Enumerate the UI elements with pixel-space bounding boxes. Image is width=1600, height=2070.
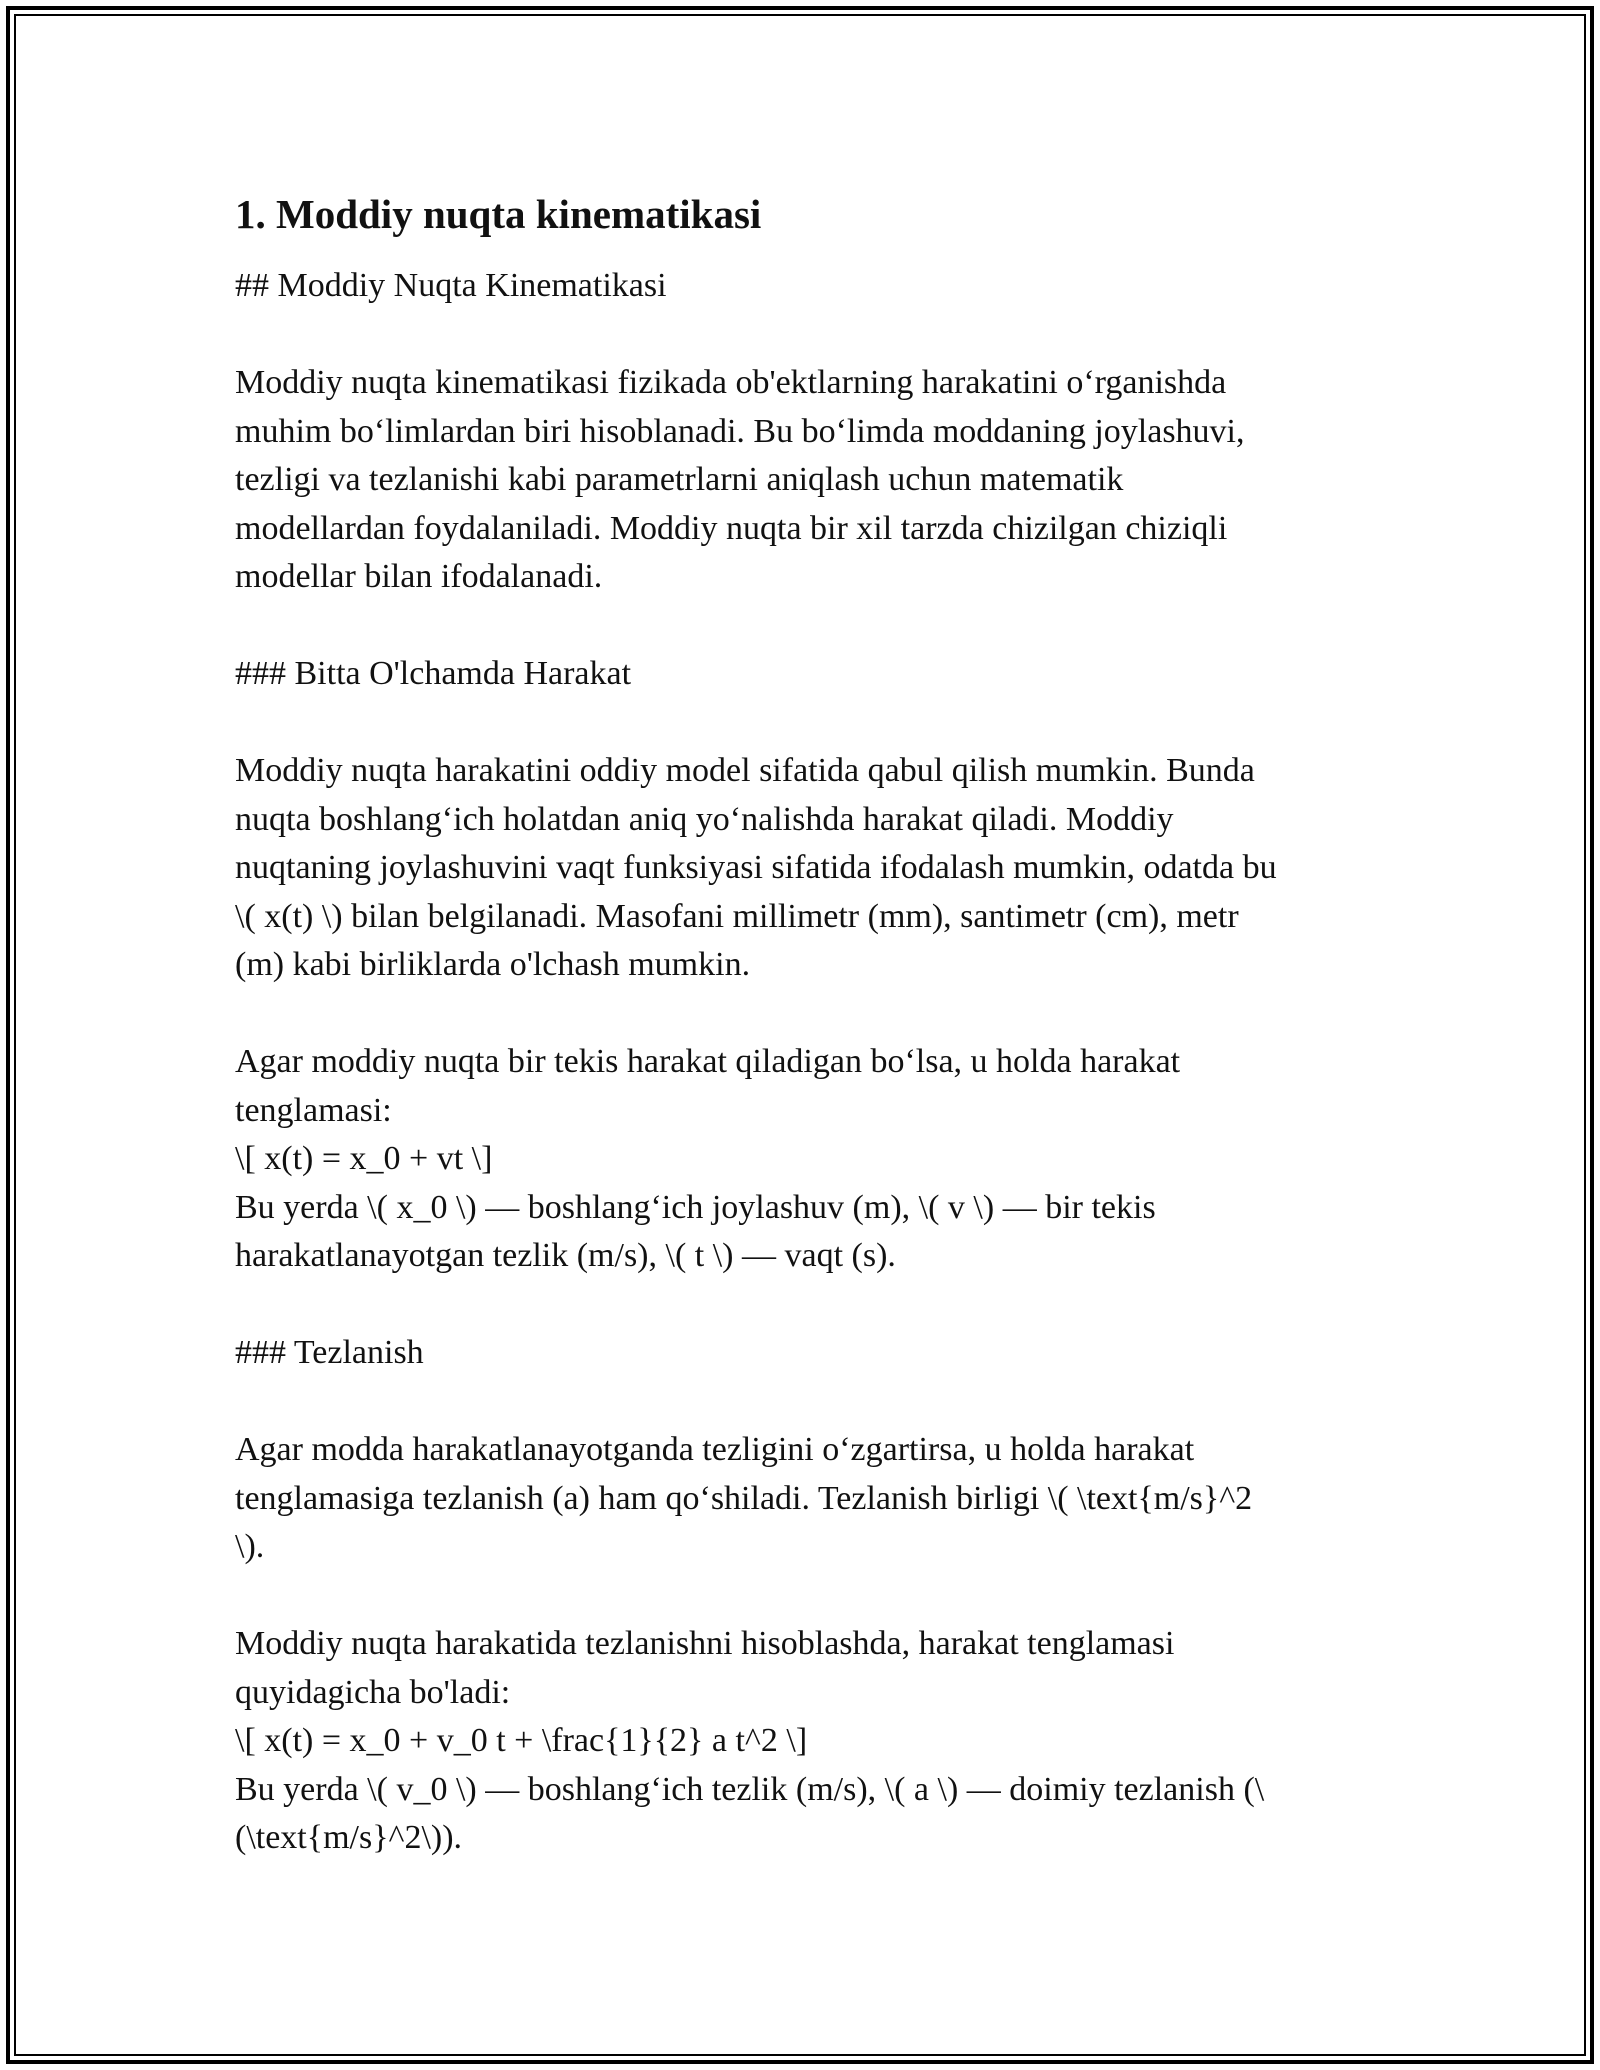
text-line: harakatlanayotgan tezlik (m/s), \( t \) — vaqt (s). [235,1237,896,1274]
text-line: Moddiy nuqta kinematikasi fizikada ob'ektlarning harakatini o‘rganishda [235,364,1227,401]
acceleration-paragraph [235,1426,1365,1572]
text-line: tezligi va tezlanishi kabi parametrlarni aniqlash uchun matematik [235,461,1124,498]
heading-text: ### Tezlanish [235,1334,424,1371]
text-line: tenglamasi: [235,1091,392,1129]
text-line: modellar bilan ifodalanadi. [235,558,603,595]
text-line: Moddiy nuqta harakatini oddiy model sifatida qabul qilish mumkin. Bunda [235,752,1255,789]
text-line: \). [235,1528,265,1565]
text-line: Agar modda harakatlanayotganda tezligini o‘zgartirsa, u holda harakat [235,1431,1195,1468]
section-heading-one-dimension [235,650,1365,699]
text-line: modellardan foydalaniladi. Moddiy nuqta bir xil tarzda chizilgan chiziqli [235,509,1228,547]
uniform-motion-paragraph [235,1038,1365,1281]
section-heading-acceleration [235,1329,1365,1378]
text-line: \( x(t) \) bilan belgilanadi. Masofani millimetr (mm), santimetr (cm), metr [235,897,1239,935]
section-heading-h2 [235,262,1365,311]
text-line: nuqtaning joylashuvini vaqt funksiyasi sifatida ifodalash mumkin, odatda bu [235,849,1277,886]
intro-paragraph [235,359,1365,602]
text-line: (\text{m/s}^2\)). [235,1819,463,1856]
accelerated-equation-paragraph [235,1620,1365,1863]
text-line: (m) kabi birliklarda o'lchash mumkin. [235,946,751,983]
text-line: nuqta boshlang‘ich holatdan aniq yo‘nalishda harakat qiladi. Moddiy [235,800,1174,838]
one-dimension-paragraph [235,747,1365,990]
text-line: Bu yerda \( v_0 \) — boshlang‘ich tezlik (m/s), \( a \) — doimiy tezlanish (\ [235,1770,1265,1808]
text-line: quyidagicha bo'ladi: [235,1673,511,1711]
text-line: Moddiy nuqta harakatida tezlanishni hisoblashda, harakat tenglamasi [235,1625,1175,1662]
equation-line: \[ x(t) = x_0 + vt \] [235,1140,493,1177]
document-body [235,188,1365,1863]
text-line: muhim bo‘limlardan biri hisoblanadi. Bu bo‘limda moddaning joylashuvi, [235,412,1245,450]
equation-line: \[ x(t) = x_0 + v_0 t + \frac{1}{2} a t^2 \] [235,1722,808,1759]
text-line: tenglamasiga tezlanish (a) ham qo‘shiladi. Tezlanish birligi \( \text{m/s}^2 [235,1479,1253,1517]
text-line: Agar moddiy nuqta bir tekis harakat qiladigan bo‘lsa, u holda harakat [235,1043,1181,1080]
heading-text: ### Bitta O'lchamda Harakat [235,655,632,692]
heading-text: ## Moddiy Nuqta Kinematikasi [235,267,667,304]
document-title: 1. Moddiy nuqta kinematikasi [235,191,762,237]
text-line: Bu yerda \( x_0 \) — boshlang‘ich joylashuv (m), \( v \) — bir tekis [235,1188,1156,1226]
